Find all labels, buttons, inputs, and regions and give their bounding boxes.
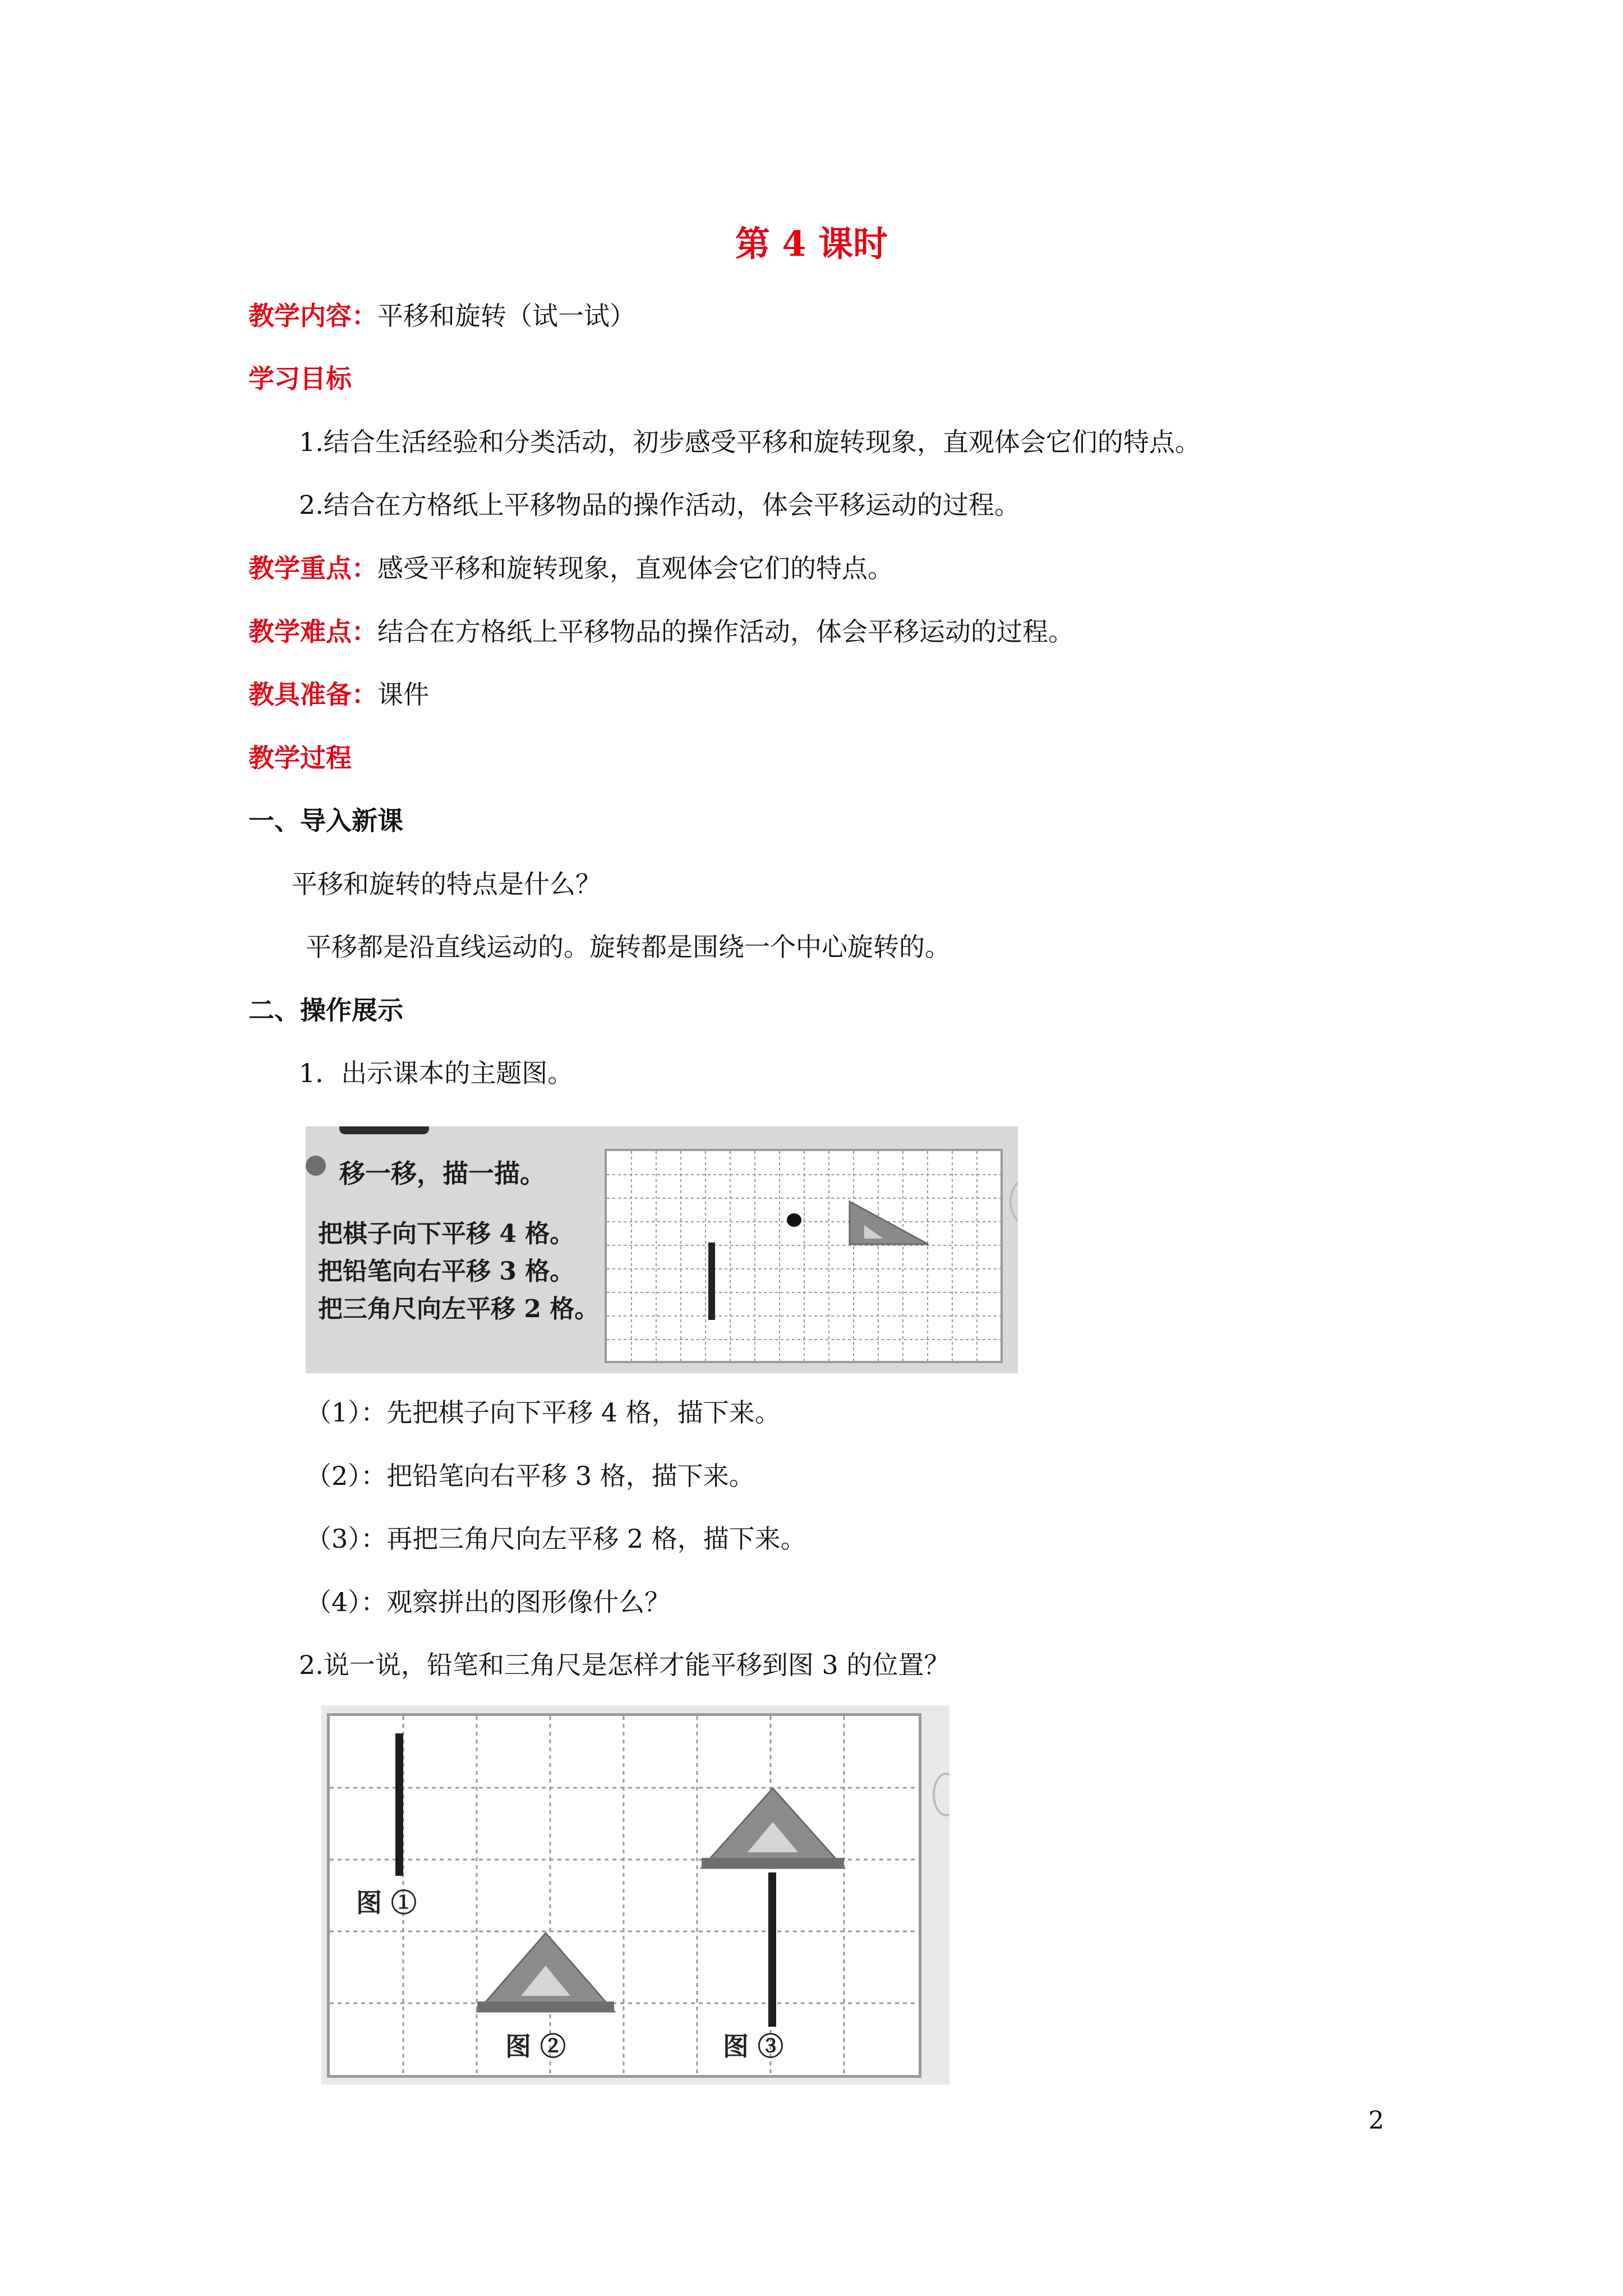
task-item: （4）：观察拼出的图形像什么？ bbox=[306, 1587, 671, 1617]
figure-caption: 图 ② bbox=[505, 2031, 566, 2062]
difficulty-label: 教学难点： bbox=[248, 616, 377, 647]
pencil-icon bbox=[395, 1733, 403, 1876]
task-item: （3）：再把三角尺向左平移 2 格，描下来。 bbox=[306, 1524, 806, 1554]
teaching-content-label: 教学内容： bbox=[248, 301, 377, 331]
objectives-heading: 学习目标 bbox=[248, 364, 352, 394]
step1-text: 1．出示课本的主题图。 bbox=[299, 1058, 574, 1088]
materials-text: 课件 bbox=[377, 679, 429, 710]
grid-paper bbox=[605, 1149, 1003, 1363]
figure-heading: 移一移，描一描。 bbox=[339, 1158, 546, 1189]
bullet-icon bbox=[306, 1156, 326, 1176]
theme-figure bbox=[306, 1126, 1018, 1373]
key-point bbox=[248, 555, 893, 581]
figure-instruction: 把三角尺向左平移 2 格。 bbox=[318, 1295, 600, 1323]
grid-lines bbox=[607, 1151, 1000, 1361]
objective-item: 1.结合生活经验和分类活动，初步感受平移和旋转现象，直观体会它们的特点。 bbox=[299, 427, 1201, 457]
triangle-ruler-icon bbox=[697, 1784, 849, 1874]
teaching-content bbox=[248, 303, 635, 329]
materials-label: 教具准备： bbox=[248, 679, 377, 710]
triangle-ruler-icon bbox=[473, 1929, 619, 2018]
lesson-title: 第 4 课时 bbox=[735, 223, 888, 264]
task-item: （2）：把铅笔向右平移 3 格，描下来。 bbox=[306, 1461, 755, 1491]
chess-piece-icon bbox=[787, 1213, 801, 1227]
figure-instruction: 把棋子向下平移 4 格。 bbox=[318, 1220, 575, 1248]
figure-tab bbox=[339, 1126, 429, 1134]
section1-answer: 平移都是沿直线运动的。旋转都是围绕一个中心旋转的。 bbox=[306, 932, 951, 962]
translation-figure bbox=[321, 1705, 949, 2085]
figure-caption: 图 ③ bbox=[723, 2031, 784, 2062]
process-heading: 教学过程 bbox=[248, 743, 352, 773]
grid-lines bbox=[330, 1716, 919, 2075]
key-point-text: 感受平移和旋转现象，直观体会它们的特点。 bbox=[377, 553, 893, 583]
difficulty-text: 结合在方格纸上平移物品的操作活动，体会平移运动的过程。 bbox=[377, 616, 1074, 647]
section1-heading: 一、导入新课 bbox=[248, 806, 403, 836]
pencil-icon bbox=[768, 1872, 776, 2027]
page-number: 2 bbox=[1368, 2106, 1384, 2135]
triangle-ruler-icon bbox=[844, 1198, 934, 1249]
objective-item: 2.结合在方格纸上平移物品的操作活动，体会平移运动的过程。 bbox=[299, 490, 1020, 520]
task-item: （1）：先把棋子向下平移 4 格，描下来。 bbox=[306, 1397, 781, 1428]
figure-caption: 图 ① bbox=[356, 1888, 417, 1918]
section1-question: 平移和旋转的特点是什么？ bbox=[292, 869, 601, 899]
figure-instruction: 把铅笔向右平移 3 格。 bbox=[318, 1257, 575, 1286]
page-edge-mark bbox=[933, 1773, 949, 1816]
difficulty bbox=[248, 616, 1074, 647]
pencil-icon bbox=[708, 1243, 715, 1320]
section2-heading: 二、操作展示 bbox=[248, 995, 403, 1025]
page-edge-mark bbox=[1009, 1177, 1018, 1226]
key-point-label: 教学重点： bbox=[248, 553, 377, 583]
teaching-content-text: 平移和旋转（试一试） bbox=[377, 301, 635, 331]
materials bbox=[248, 679, 429, 710]
step2-text: 2.说一说，铅笔和三角尺是怎样才能平移到图 3 的位置？ bbox=[299, 1650, 950, 1680]
